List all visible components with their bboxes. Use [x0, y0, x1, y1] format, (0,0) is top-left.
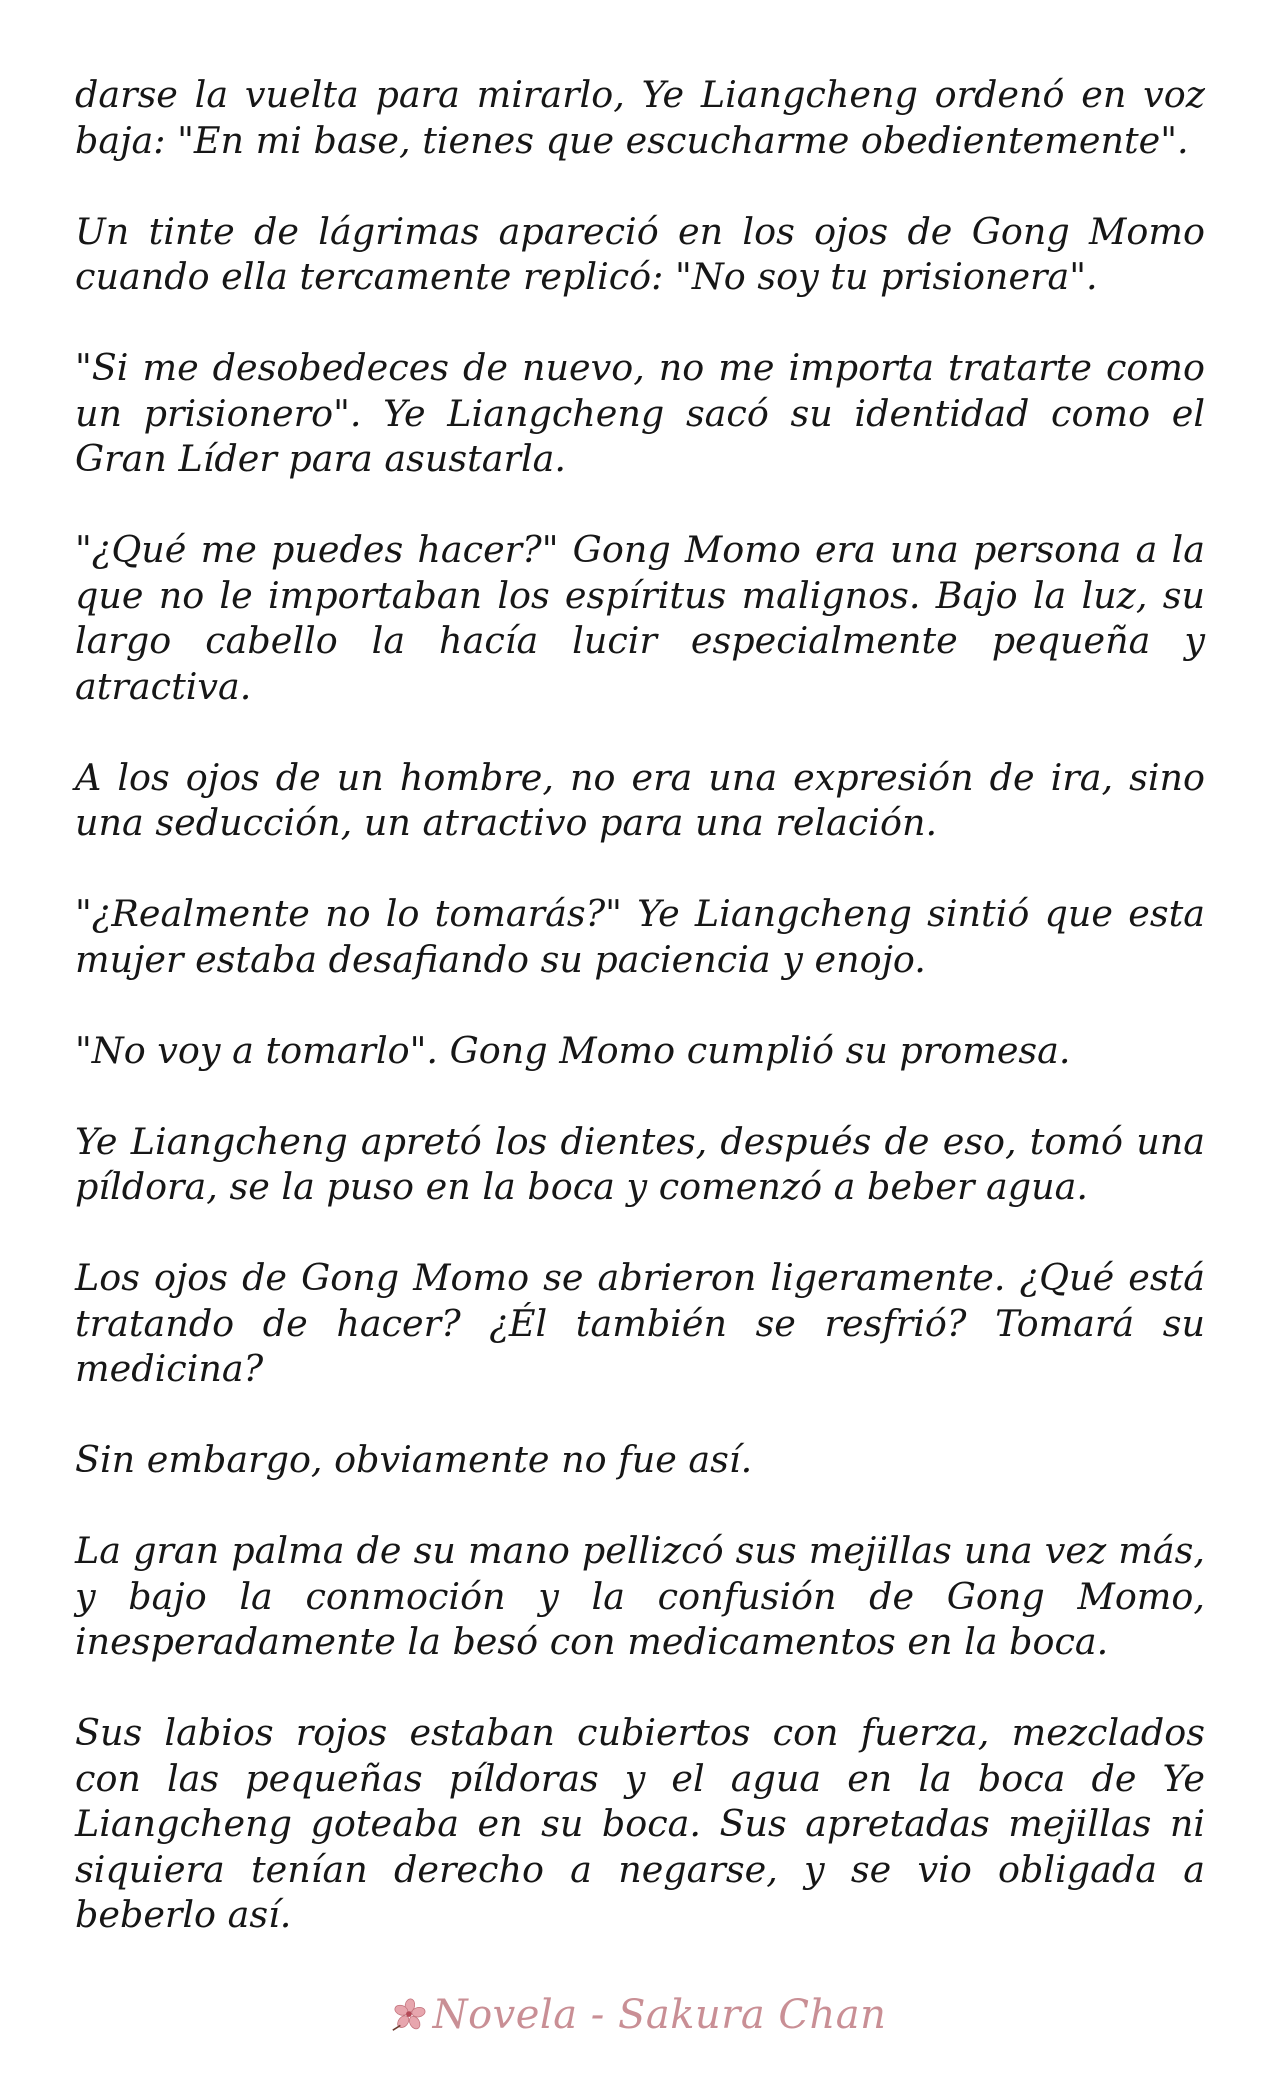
watermark — [0, 1985, 1275, 2045]
paragraph: Los ojos de Gong Momo se abrieron ligeramente. ¿Qué está tratando de hacer? ¿Él también se resfrió? Tomará su medicina? — [75, 1256, 1205, 1390]
paragraph: Sin embargo, obviamente no fue así. — [75, 1438, 753, 1481]
watermark-text: Novela - Sakura Chan — [432, 1992, 887, 2038]
paragraph: Sus labios rojos estaban cubiertos con fuerza, mezclados con las pequeñas píldoras y el agua en la boca de Ye Liangcheng goteaba en su boca. Sus apretadas mejillas ni siquiera tenían derecho a negarse, y se vio obligada a beberlo así. — [75, 1711, 1205, 1936]
paragraph: "Si me desobedeces de nuevo, no me importa tratarte como un prisionero". Ye Liangcheng sacó su identidad como el Gran Líder para asustarla. — [75, 346, 1205, 480]
paragraph: Un tinte de lágrimas apareció en los ojos de Gong Momo cuando ella tercamente replicó: "No soy tu prisionera". — [75, 209, 1205, 298]
document-body — [75, 72, 1205, 1938]
paragraph: darse la vuelta para mirarlo, Ye Liangcheng ordenó en voz baja: "En mi base, tienes que escucharme obedientemente". — [75, 73, 1205, 162]
paragraph: "¿Realmente no lo tomarás?" Ye Liangcheng sintió que esta mujer estaba desafiando su paciencia y enojo. — [75, 892, 1205, 981]
paragraph: "No voy a tomarlo". Gong Momo cumplió su promesa. — [75, 1028, 1071, 1072]
paragraph: Ye Liangcheng apretó los dientes, después de eso, tomó una píldora, se la puso en la boca y comenzó a beber agua. — [75, 1119, 1205, 1208]
sakura-blossom-icon — [389, 1996, 427, 2034]
paragraph: A los ojos de un hombre, no era una expresión de ira, sino una seducción, un atractivo para una relación. — [75, 755, 1205, 844]
paragraph: "¿Qué me puedes hacer?" Gong Momo era una persona a la que no le importaban los espíritus malignos. Bajo la luz, su largo cabello la hacía lucir especialmente pequeña y atractiva. — [75, 528, 1205, 708]
paragraph: La gran palma de su mano pellizcó sus mejillas una vez más, y bajo la conmoción y la confusión de Gong Momo, inesperadamente la besó con medicamentos en la boca. — [75, 1529, 1205, 1663]
